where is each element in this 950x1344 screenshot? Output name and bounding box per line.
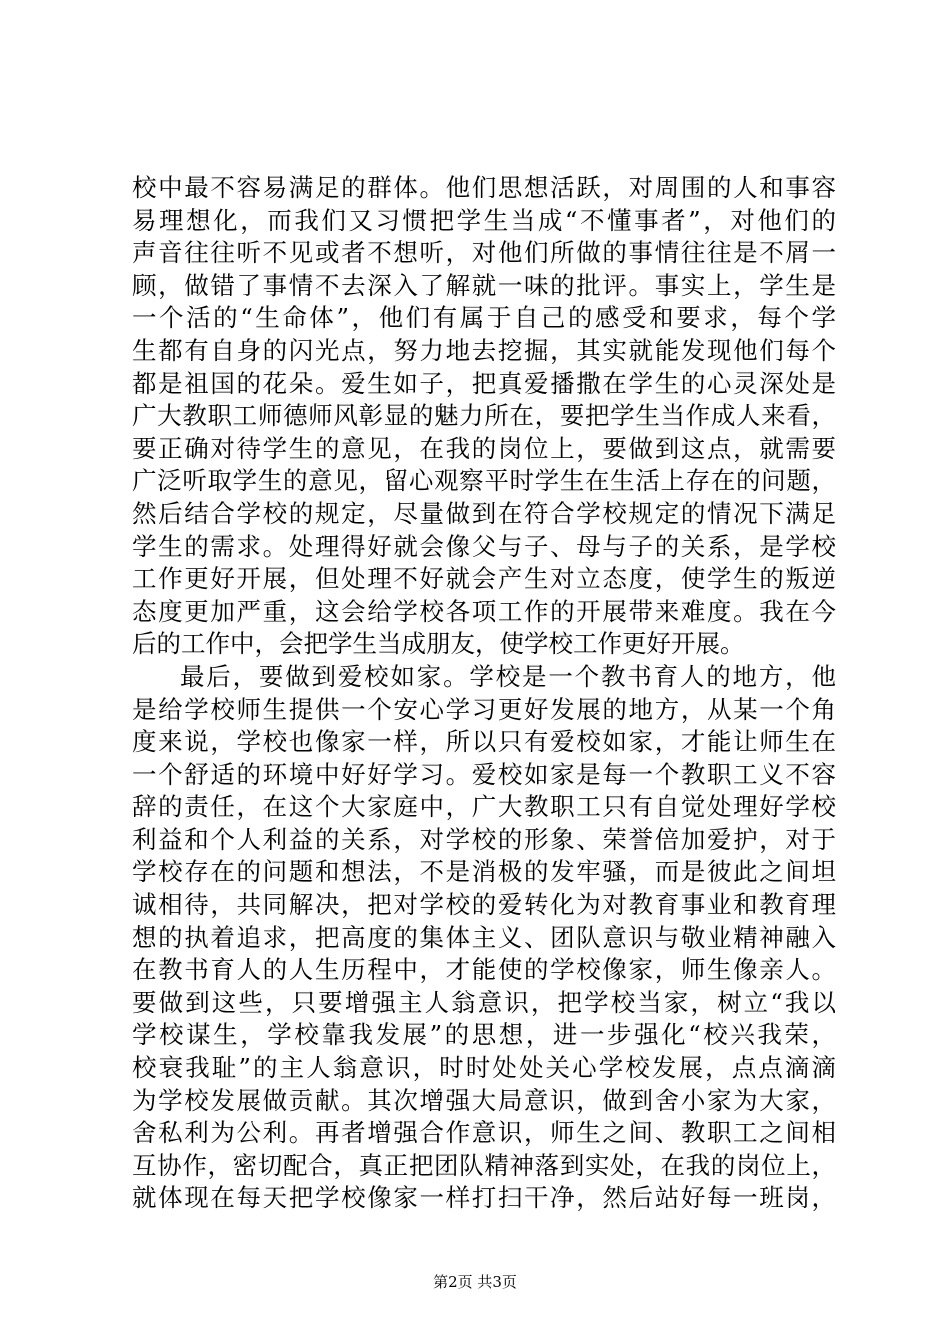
text-line: 辞的责任，在这个大家庭中，广大教职工只有自觉处理好学校 xyxy=(132,792,836,822)
paragraph-start-line: 最后，要做到爱校如家。学校是一个教书育人的地方，他 xyxy=(180,661,836,691)
text-line: 生都有自身的闪光点，努力地去挖掘，其实就能发现他们每个 xyxy=(132,335,836,365)
text-line: 度来说，学校也像家一样，所以只有爱校如家，才能让师生在 xyxy=(132,727,836,757)
text-line: 为学校发展做贡献。其次增强大局意识，做到舍小家为大家， xyxy=(132,1085,836,1115)
text-line: 要正确对待学生的意见，在我的岗位上，要做到这点，就需要 xyxy=(132,433,836,463)
text-line: 校衰我耻”的主人翁意识，时时处处关心学校发展，点点滴滴 xyxy=(132,1053,836,1083)
text-line: 要做到这些，只要增强主人翁意识，把学校当家，树立“我以 xyxy=(132,987,836,1017)
text-line: 易理想化，而我们又习惯把学生当成“不懂事者”，对他们的 xyxy=(132,205,836,235)
text-line: 利益和个人利益的关系，对学校的形象、荣誉倍加爱护，对于 xyxy=(132,824,836,854)
text-line: 然后结合学校的规定，尽量做到在符合学校规定的情况下满足 xyxy=(132,498,836,528)
page-footer: 第2页 共3页 xyxy=(433,1273,517,1291)
body-text xyxy=(132,172,836,1215)
text-line: 一个活的“生命体”，他们有属于自己的感受和要求，每个学 xyxy=(132,303,836,333)
text-line: 学校谋生，学校靠我发展”的思想，进一步强化“校兴我荣， xyxy=(132,1020,836,1050)
text-line: 都是祖国的花朵。爱生如子，把真爱播撒在学生的心灵深处是 xyxy=(132,368,836,398)
text-line: 声音往往听不见或者不想听，对他们所做的事情往往是不屑一 xyxy=(132,238,836,268)
text-line: 是给学校师生提供一个安心学习更好发展的地方，从某一个角 xyxy=(132,694,836,724)
text-line: 广大教职工师德师风彰显的魅力所在，要把学生当作成人来看， xyxy=(132,401,836,431)
text-line: 一个舒适的环境中好好学习。爱校如家是每一个教职工义不容 xyxy=(132,759,836,789)
text-line: 在教书育人的人生历程中，才能使的学校像家，师生像亲人。 xyxy=(132,955,836,985)
text-line: 校中最不容易满足的群体。他们思想活跃，对周围的人和事容 xyxy=(132,173,836,202)
text-line: 就体现在每天把学校像家一样打扫干净，然后站好每一班岗， xyxy=(132,1183,836,1213)
text-line: 互协作，密切配合，真正把团队精神落到实处，在我的岗位上， xyxy=(132,1150,836,1180)
text-line: 诚相待，共同解决，把对学校的爱转化为对教育事业和教育理 xyxy=(132,890,836,920)
text-line: 顾，做错了事情不去深入了解就一味的批评。事实上，学生是 xyxy=(132,270,836,300)
text-line: 广泛听取学生的意见，留心观察平时学生在生活上存在的问题， xyxy=(132,466,836,496)
paragraph-end-line: 后的工作中，会把学生当成朋友，使学校工作更好开展。 xyxy=(132,629,745,659)
text-line: 学校存在的问题和想法，不是消极的发牢骚，而是彼此之间坦 xyxy=(132,857,836,887)
text-line: 想的执着追求，把高度的集体主义、团队意识与敬业精神融入 xyxy=(132,922,836,952)
text-line: 态度更加严重，这会给学校各项工作的开展带来难度。我在今 xyxy=(132,596,836,626)
text-line: 学生的需求。处理得好就会像父与子、母与子的关系，是学校 xyxy=(132,531,836,561)
text-line: 工作更好开展，但处理不好就会产生对立态度，使学生的叛逆 xyxy=(132,564,836,594)
text-line: 舍私利为公利。再者增强合作意识，师生之间、教职工之间相 xyxy=(132,1118,836,1148)
